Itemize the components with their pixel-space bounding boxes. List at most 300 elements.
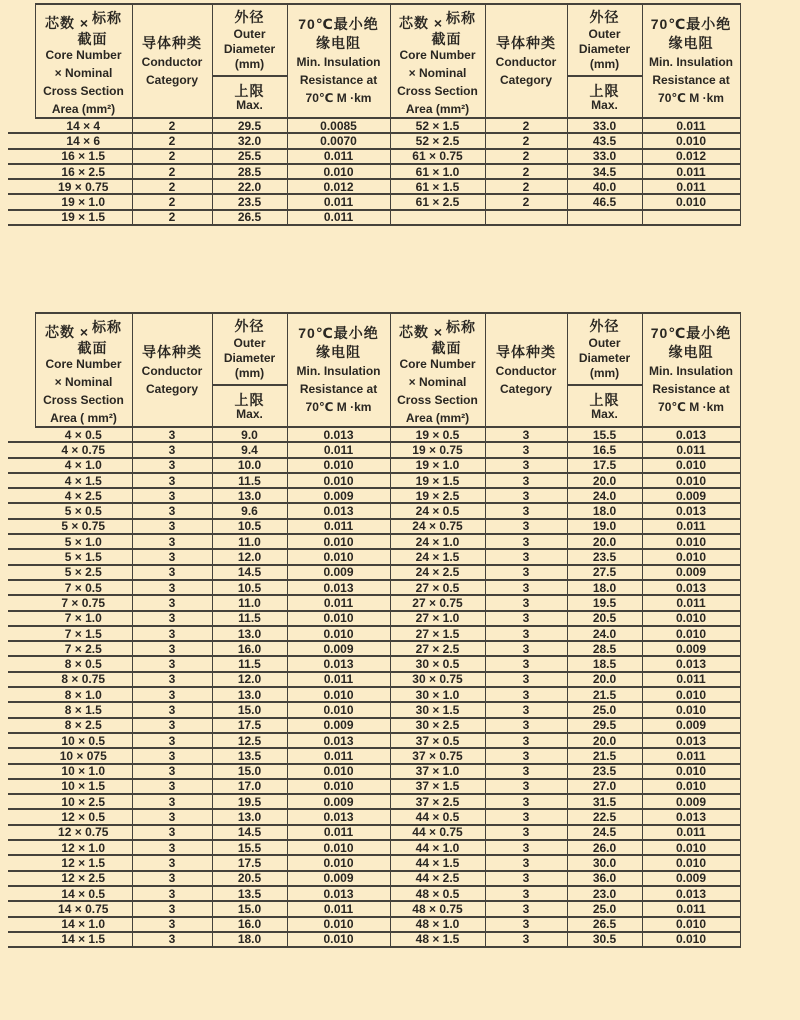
outer-diameter-cell: 28.5 bbox=[567, 641, 642, 656]
conductor-category-cell: 3 bbox=[485, 794, 567, 809]
outer-diameter-cell: 18.0 bbox=[567, 503, 642, 518]
row-line-overhang bbox=[8, 917, 35, 932]
conductor-category-cell: 3 bbox=[132, 748, 212, 763]
core-size-cell: 37 × 0.75 bbox=[390, 748, 485, 763]
core-size-cell: 4 × 1.0 bbox=[35, 458, 132, 473]
header-en-line: Category bbox=[499, 72, 552, 87]
outer-diameter-cell: 16.0 bbox=[212, 917, 287, 932]
outer-diameter-cell: 31.5 bbox=[567, 794, 642, 809]
header-min-insulation-left bbox=[287, 313, 390, 427]
header-core-number-left bbox=[35, 313, 132, 427]
table-row bbox=[8, 764, 740, 779]
outer-diameter-cell: 23.5 bbox=[567, 764, 642, 779]
header-en-line: × Nominal bbox=[54, 66, 113, 80]
core-size-cell: 27 × 1.5 bbox=[390, 626, 485, 641]
row-line-overhang bbox=[8, 179, 35, 194]
conductor-category-cell: 3 bbox=[132, 565, 212, 580]
conductor-category-cell: 3 bbox=[485, 748, 567, 763]
table-row bbox=[8, 886, 740, 901]
insulation-resistance-cell: 0.010 bbox=[642, 702, 740, 717]
table-header bbox=[8, 313, 740, 427]
header-min-insulation-right bbox=[642, 313, 740, 427]
core-size-cell: 19 × 1.0 bbox=[35, 194, 132, 209]
row-line-overhang bbox=[8, 718, 35, 733]
outer-diameter-cell: 17.0 bbox=[212, 779, 287, 794]
insulation-resistance-cell: 0.010 bbox=[642, 779, 740, 794]
core-size-cell: 8 × 1.5 bbox=[35, 702, 132, 717]
outer-diameter-cell: 18.0 bbox=[567, 580, 642, 595]
conductor-category-cell: 3 bbox=[132, 901, 212, 916]
header-en-line: Cross Section bbox=[43, 393, 124, 407]
header-en-line: (mm) bbox=[589, 57, 620, 71]
conductor-category-cell: 3 bbox=[132, 626, 212, 641]
row-line-overhang bbox=[8, 809, 35, 824]
conductor-category-cell: 2 bbox=[485, 194, 567, 209]
core-size-cell: 19 × 1.5 bbox=[35, 210, 132, 225]
table-body bbox=[8, 427, 740, 947]
core-size-cell: 19 × 1.5 bbox=[390, 473, 485, 488]
table-row bbox=[8, 595, 740, 610]
outer-diameter-cell: 15.0 bbox=[212, 764, 287, 779]
core-size-cell: 48 × 1.0 bbox=[390, 917, 485, 932]
outer-diameter-cell: 25.5 bbox=[212, 149, 287, 164]
row-line-overhang bbox=[8, 519, 35, 534]
insulation-resistance-cell: 0.013 bbox=[287, 427, 390, 442]
core-size-cell: 19 × 2.5 bbox=[390, 488, 485, 503]
core-size-cell: 44 × 2.5 bbox=[390, 871, 485, 886]
core-size-cell: 8 × 1.0 bbox=[35, 687, 132, 702]
insulation-resistance-cell: 0.010 bbox=[287, 917, 390, 932]
table-row bbox=[8, 565, 740, 580]
outer-diameter-cell: 19.5 bbox=[212, 794, 287, 809]
outer-diameter-cell: 21.5 bbox=[567, 748, 642, 763]
outer-diameter-cell: 11.5 bbox=[212, 611, 287, 626]
header-od-title bbox=[213, 5, 287, 75]
conductor-category-cell: 3 bbox=[132, 687, 212, 702]
core-size-cell: 5 × 1.0 bbox=[35, 534, 132, 549]
outer-diameter-cell: 23.0 bbox=[567, 886, 642, 901]
table-row bbox=[8, 718, 740, 733]
outer-diameter-cell: 18.5 bbox=[567, 656, 642, 671]
core-size-cell: 52 × 1.5 bbox=[390, 118, 485, 133]
conductor-category-cell: 2 bbox=[485, 133, 567, 148]
table-row bbox=[8, 503, 740, 518]
outer-diameter-cell: 29.5 bbox=[212, 118, 287, 133]
header-zh-line: 截面 bbox=[77, 31, 108, 47]
conductor-category-cell: 3 bbox=[132, 672, 212, 687]
conductor-category-cell: 3 bbox=[485, 488, 567, 503]
core-size-cell: 16 × 2.5 bbox=[35, 164, 132, 179]
header-en-line: Resistance at bbox=[652, 73, 730, 87]
conductor-category-cell: 2 bbox=[485, 149, 567, 164]
outer-diameter-cell: 11.0 bbox=[212, 534, 287, 549]
spec-table bbox=[8, 312, 741, 948]
conductor-category-cell: 2 bbox=[132, 194, 212, 209]
core-size-cell: 24 × 1.0 bbox=[390, 534, 485, 549]
header-zh-line: 缘电阻 bbox=[316, 35, 361, 51]
row-line-overhang bbox=[8, 626, 35, 641]
row-line-overhang bbox=[8, 656, 35, 671]
core-size-cell: 27 × 0.5 bbox=[390, 580, 485, 595]
conductor-category-cell: 3 bbox=[132, 886, 212, 901]
header-zh-line: 70℃最小绝 bbox=[650, 16, 732, 32]
insulation-resistance-cell: 0.0085 bbox=[287, 118, 390, 133]
conductor-category-cell: 2 bbox=[485, 179, 567, 194]
outer-diameter-cell: 25.0 bbox=[567, 702, 642, 717]
outer-diameter-cell: 22.5 bbox=[567, 809, 642, 824]
insulation-resistance-cell: 0.010 bbox=[287, 458, 390, 473]
outer-diameter-cell: 13.0 bbox=[212, 809, 287, 824]
conductor-category-cell: 3 bbox=[132, 519, 212, 534]
header-en-line: × Nominal bbox=[54, 375, 113, 389]
header-zh-line: 导体种类 bbox=[142, 343, 202, 360]
header-zh-line: 70℃最小绝 bbox=[298, 16, 379, 32]
row-line-overhang bbox=[8, 549, 35, 564]
row-line-overhang bbox=[8, 427, 35, 442]
outer-diameter-cell: 26.5 bbox=[212, 210, 287, 225]
header-en-line: Resistance at bbox=[299, 73, 378, 87]
core-size-cell: 12 × 0.75 bbox=[35, 825, 132, 840]
row-line-overhang bbox=[8, 840, 35, 855]
conductor-category-cell: 3 bbox=[132, 917, 212, 932]
header-area-label: Area ( mm²) bbox=[50, 411, 117, 425]
header-en-line: Core Number bbox=[399, 48, 476, 62]
core-size-cell: 19 × 0.5 bbox=[390, 427, 485, 442]
header-en-line: (mm) bbox=[234, 57, 265, 71]
row-line-overhang bbox=[8, 503, 35, 518]
header-en-line: Max. bbox=[236, 406, 263, 421]
conductor-category-cell: 2 bbox=[132, 210, 212, 225]
insulation-resistance-cell: 0.010 bbox=[287, 626, 390, 641]
core-size-cell: 14 × 1.5 bbox=[35, 932, 132, 947]
core-size-cell: 12 × 1.0 bbox=[35, 840, 132, 855]
header-outer-diameter-left bbox=[212, 4, 287, 118]
conductor-category-cell: 3 bbox=[485, 809, 567, 824]
table-row bbox=[8, 458, 740, 473]
outer-diameter-cell: 11.5 bbox=[212, 473, 287, 488]
core-size-cell: 7 × 0.75 bbox=[35, 595, 132, 610]
outer-diameter-cell: 20.5 bbox=[567, 611, 642, 626]
outer-diameter-cell: 20.0 bbox=[567, 473, 642, 488]
row-line-overhang bbox=[8, 825, 35, 840]
outer-diameter-cell: 24.5 bbox=[567, 825, 642, 840]
outer-diameter-cell: 10.5 bbox=[212, 580, 287, 595]
row-line-overhang bbox=[8, 534, 35, 549]
insulation-resistance-cell: 0.013 bbox=[642, 427, 740, 442]
insulation-resistance-cell: 0.009 bbox=[642, 871, 740, 886]
row-line-overhang bbox=[8, 702, 35, 717]
core-size-cell: 48 × 1.5 bbox=[390, 932, 485, 947]
conductor-category-cell: 2 bbox=[132, 149, 212, 164]
insulation-resistance-cell: 0.011 bbox=[642, 179, 740, 194]
outer-diameter-cell: 13.0 bbox=[212, 687, 287, 702]
conductor-category-cell: 2 bbox=[132, 179, 212, 194]
conductor-category-cell: 3 bbox=[485, 672, 567, 687]
header-en-line: 70℃ M ·km bbox=[658, 400, 724, 414]
core-size-cell: 61 × 2.5 bbox=[390, 194, 485, 209]
conductor-category-cell: 3 bbox=[485, 565, 567, 580]
insulation-resistance-cell: 0.011 bbox=[287, 210, 390, 225]
header-en-line: Conductor bbox=[495, 363, 557, 378]
outer-diameter-cell: 28.5 bbox=[212, 164, 287, 179]
header-en-line: Diameter bbox=[223, 42, 276, 56]
outer-diameter-cell: 9.6 bbox=[212, 503, 287, 518]
outer-diameter-cell: 30.5 bbox=[567, 932, 642, 947]
header-en-line: Min. Insulation bbox=[296, 364, 381, 378]
row-line-overhang bbox=[8, 641, 35, 656]
outer-diameter-cell: 33.0 bbox=[567, 149, 642, 164]
insulation-resistance-cell: 0.010 bbox=[287, 779, 390, 794]
core-size-cell: 52 × 2.5 bbox=[390, 133, 485, 148]
insulation-resistance-cell: 0.010 bbox=[287, 702, 390, 717]
conductor-category-cell: 3 bbox=[132, 733, 212, 748]
row-line-overhang bbox=[8, 932, 35, 947]
core-size-cell: 27 × 1.0 bbox=[390, 611, 485, 626]
row-line-overhang bbox=[8, 871, 35, 886]
outer-diameter-cell: 26.5 bbox=[567, 917, 642, 932]
outer-diameter-cell: 11.5 bbox=[212, 656, 287, 671]
outer-diameter-cell: 23.5 bbox=[567, 549, 642, 564]
insulation-resistance-cell: 0.013 bbox=[287, 580, 390, 595]
insulation-resistance-cell: 0.009 bbox=[287, 565, 390, 580]
header-outer-diameter-left bbox=[212, 313, 287, 427]
insulation-resistance-cell: 0.009 bbox=[642, 718, 740, 733]
header-od-title bbox=[568, 314, 642, 384]
insulation-resistance-cell: 0.010 bbox=[642, 194, 740, 209]
outer-diameter-cell: 9.4 bbox=[212, 442, 287, 457]
header-od-max bbox=[568, 384, 642, 426]
header-en-line: Max. bbox=[591, 406, 618, 421]
conductor-category-cell: 3 bbox=[485, 718, 567, 733]
table-row bbox=[8, 118, 740, 133]
header-en-line: Conductor bbox=[141, 54, 203, 69]
table-row bbox=[8, 794, 740, 809]
conductor-category-cell: 3 bbox=[485, 626, 567, 641]
conductor-category-cell: 3 bbox=[485, 764, 567, 779]
conductor-category-cell: 3 bbox=[132, 503, 212, 518]
core-size-cell: 24 × 2.5 bbox=[390, 565, 485, 580]
row-line-overhang bbox=[8, 672, 35, 687]
insulation-resistance-cell: 0.013 bbox=[642, 503, 740, 518]
core-size-cell: 8 × 0.75 bbox=[35, 672, 132, 687]
core-size-cell: 5 × 2.5 bbox=[35, 565, 132, 580]
outer-diameter-cell: 24.0 bbox=[567, 488, 642, 503]
outer-diameter-cell: 13.5 bbox=[212, 748, 287, 763]
header-en-line: Min. Insulation bbox=[649, 364, 733, 378]
header-area-label: Area (mm²) bbox=[405, 102, 470, 116]
core-size-cell: 4 × 1.5 bbox=[35, 473, 132, 488]
insulation-resistance-cell: 0.013 bbox=[287, 886, 390, 901]
conductor-category-cell: 3 bbox=[132, 809, 212, 824]
header-en-line: Min. Insulation bbox=[649, 55, 733, 69]
outer-diameter-cell: 33.0 bbox=[567, 118, 642, 133]
conductor-category-cell bbox=[485, 210, 567, 225]
header-en-line: Core Number bbox=[45, 357, 122, 371]
core-size-cell: 30 × 0.75 bbox=[390, 672, 485, 687]
header-gutter bbox=[8, 4, 35, 118]
core-size-cell: 44 × 0.5 bbox=[390, 809, 485, 824]
core-size-cell: 24 × 0.5 bbox=[390, 503, 485, 518]
insulation-resistance-cell: 0.011 bbox=[287, 825, 390, 840]
header-gutter bbox=[8, 313, 35, 427]
core-size-cell: 61 × 0.75 bbox=[390, 149, 485, 164]
header-zh-line: 外径 bbox=[234, 318, 265, 334]
row-line-overhang bbox=[8, 133, 35, 148]
header-od-max bbox=[213, 75, 287, 117]
core-size-cell: 10 × 0.5 bbox=[35, 733, 132, 748]
core-size-cell: 44 × 0.75 bbox=[390, 825, 485, 840]
insulation-resistance-cell: 0.013 bbox=[642, 886, 740, 901]
conductor-category-cell: 3 bbox=[485, 534, 567, 549]
insulation-resistance-cell: 0.009 bbox=[642, 488, 740, 503]
core-size-cell: 37 × 0.5 bbox=[390, 733, 485, 748]
core-size-cell: 7 × 1.0 bbox=[35, 611, 132, 626]
header-zh-line: 芯数 × 标称 bbox=[44, 319, 123, 340]
header-en-line: Category bbox=[145, 72, 198, 87]
header-en-line: Max. bbox=[591, 97, 618, 112]
outer-diameter-cell: 15.5 bbox=[212, 840, 287, 855]
table-row bbox=[8, 194, 740, 209]
header-en-line: Resistance at bbox=[652, 382, 730, 396]
header-en-line: Max. bbox=[236, 97, 263, 112]
outer-diameter-cell: 13.5 bbox=[212, 886, 287, 901]
header-en-line: Outer bbox=[588, 336, 621, 350]
core-size-cell: 16 × 1.5 bbox=[35, 149, 132, 164]
header-en-line: Diameter bbox=[223, 351, 276, 365]
conductor-category-cell: 3 bbox=[132, 825, 212, 840]
table-row bbox=[8, 179, 740, 194]
outer-diameter-cell: 17.5 bbox=[567, 458, 642, 473]
table-row bbox=[8, 779, 740, 794]
insulation-resistance-cell: 0.011 bbox=[642, 118, 740, 133]
conductor-category-cell: 3 bbox=[485, 580, 567, 595]
outer-diameter-cell: 18.0 bbox=[212, 932, 287, 947]
row-line-overhang bbox=[8, 794, 35, 809]
table-row bbox=[8, 656, 740, 671]
insulation-resistance-cell: 0.013 bbox=[642, 656, 740, 671]
core-size-cell: 27 × 2.5 bbox=[390, 641, 485, 656]
table-row bbox=[8, 901, 740, 916]
insulation-resistance-cell: 0.010 bbox=[642, 626, 740, 641]
row-line-overhang bbox=[8, 764, 35, 779]
core-size-cell: 30 × 2.5 bbox=[390, 718, 485, 733]
core-size-cell: 30 × 0.5 bbox=[390, 656, 485, 671]
outer-diameter-cell: 26.0 bbox=[567, 840, 642, 855]
core-size-cell: 4 × 0.75 bbox=[35, 442, 132, 457]
table-row bbox=[8, 519, 740, 534]
row-line-overhang bbox=[8, 442, 35, 457]
conductor-category-cell: 3 bbox=[132, 794, 212, 809]
header-outer-diameter-right bbox=[567, 313, 642, 427]
header-area-label: Area (mm²) bbox=[405, 411, 470, 425]
core-size-cell: 19 × 0.75 bbox=[35, 179, 132, 194]
row-line-overhang bbox=[8, 901, 35, 916]
conductor-category-cell: 3 bbox=[132, 473, 212, 488]
conductor-category-cell: 3 bbox=[132, 580, 212, 595]
conductor-category-cell: 3 bbox=[132, 855, 212, 870]
header-en-line: Cross Section bbox=[43, 84, 124, 98]
core-size-cell: 24 × 1.5 bbox=[390, 549, 485, 564]
table-row bbox=[8, 580, 740, 595]
table-row bbox=[8, 840, 740, 855]
conductor-category-cell: 3 bbox=[132, 534, 212, 549]
header-en-line: Conductor bbox=[141, 363, 203, 378]
core-size-cell: 24 × 0.75 bbox=[390, 519, 485, 534]
header-conductor-category-left bbox=[132, 4, 212, 118]
header-zh-line: 缘电阻 bbox=[668, 344, 714, 360]
outer-diameter-cell: 15.0 bbox=[212, 901, 287, 916]
core-size-cell: 5 × 0.5 bbox=[35, 503, 132, 518]
core-size-cell: 14 × 1.0 bbox=[35, 917, 132, 932]
insulation-resistance-cell: 0.010 bbox=[642, 133, 740, 148]
table-row bbox=[8, 702, 740, 717]
conductor-category-cell: 2 bbox=[132, 133, 212, 148]
insulation-resistance-cell: 0.013 bbox=[642, 580, 740, 595]
outer-diameter-cell: 27.5 bbox=[567, 565, 642, 580]
insulation-resistance-cell: 0.010 bbox=[287, 549, 390, 564]
table-row bbox=[8, 549, 740, 564]
outer-diameter-cell: 20.0 bbox=[567, 733, 642, 748]
table-row bbox=[8, 672, 740, 687]
header-area-label: Area (mm²) bbox=[51, 102, 116, 116]
outer-diameter-cell: 22.0 bbox=[212, 179, 287, 194]
table-row bbox=[8, 687, 740, 702]
core-size-cell: 12 × 1.5 bbox=[35, 855, 132, 870]
row-line-overhang bbox=[8, 458, 35, 473]
header-zh-line: 外径 bbox=[589, 318, 620, 334]
core-size-cell: 7 × 1.5 bbox=[35, 626, 132, 641]
outer-diameter-cell: 16.0 bbox=[212, 641, 287, 656]
header-row bbox=[8, 313, 740, 427]
insulation-resistance-cell: 0.011 bbox=[642, 901, 740, 916]
insulation-resistance-cell: 0.009 bbox=[287, 718, 390, 733]
core-size-cell: 61 × 1.5 bbox=[390, 179, 485, 194]
header-zh-line: 芯数 × 标称 bbox=[44, 10, 123, 31]
insulation-resistance-cell: 0.010 bbox=[642, 458, 740, 473]
conductor-category-cell: 3 bbox=[485, 932, 567, 947]
header-en-line: 70℃ M ·km bbox=[305, 91, 372, 105]
conductor-category-cell: 3 bbox=[485, 840, 567, 855]
core-size-cell: 27 × 0.75 bbox=[390, 595, 485, 610]
table-body bbox=[8, 118, 740, 225]
header-en-line: Resistance at bbox=[299, 382, 378, 396]
outer-diameter-cell: 10.5 bbox=[212, 519, 287, 534]
header-min-insulation-right bbox=[642, 4, 740, 118]
outer-diameter-cell bbox=[567, 210, 642, 225]
header-en-line: Min. Insulation bbox=[296, 55, 381, 69]
insulation-resistance-cell: 0.012 bbox=[642, 149, 740, 164]
outer-diameter-cell: 34.5 bbox=[567, 164, 642, 179]
conductor-category-cell: 3 bbox=[485, 458, 567, 473]
table-row bbox=[8, 133, 740, 148]
conductor-category-cell: 3 bbox=[485, 611, 567, 626]
core-size-cell: 14 × 4 bbox=[35, 118, 132, 133]
outer-diameter-cell: 17.5 bbox=[212, 718, 287, 733]
core-size-cell: 8 × 2.5 bbox=[35, 718, 132, 733]
insulation-resistance-cell: 0.013 bbox=[287, 656, 390, 671]
conductor-category-cell: 3 bbox=[132, 458, 212, 473]
insulation-resistance-cell: 0.011 bbox=[642, 672, 740, 687]
table-row bbox=[8, 871, 740, 886]
core-size-cell: 19 × 0.75 bbox=[390, 442, 485, 457]
table-row bbox=[8, 149, 740, 164]
insulation-resistance-cell: 0.013 bbox=[287, 733, 390, 748]
outer-diameter-cell: 43.5 bbox=[567, 133, 642, 148]
core-size-cell: 5 × 1.5 bbox=[35, 549, 132, 564]
outer-diameter-cell: 16.5 bbox=[567, 442, 642, 457]
row-line-overhang bbox=[8, 595, 35, 610]
row-line-overhang bbox=[8, 473, 35, 488]
